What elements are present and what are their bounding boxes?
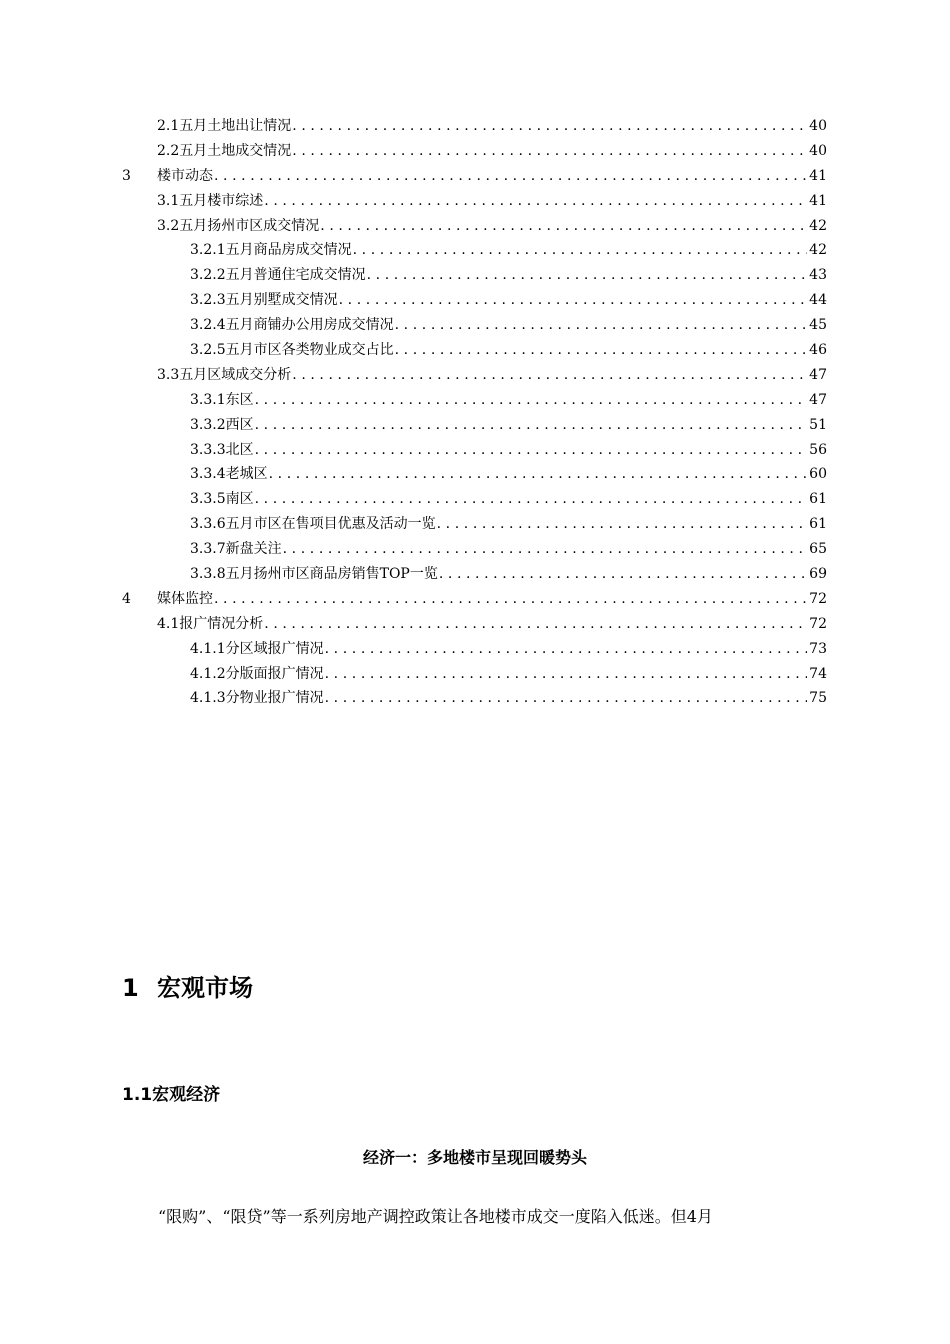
toc-entry-page: 60 (809, 466, 827, 483)
toc-entry-page: 43 (809, 267, 827, 284)
toc-leader (283, 537, 808, 562)
toc-entry[interactable] (0, 487, 950, 512)
toc-entry-page: 72 (809, 615, 827, 632)
toc-entry-page: 61 (809, 491, 827, 508)
toc-entry-page: 72 (809, 590, 827, 607)
toc-entry-title: 3.3.6五月市区在售项目优惠及活动一览 (190, 516, 436, 533)
toc-entry-title: 3.3.5南区 (190, 491, 254, 508)
toc-entry[interactable] (0, 662, 950, 687)
toc-leader (292, 114, 807, 139)
toc-entry[interactable] (0, 313, 950, 338)
toc-leader (255, 413, 808, 438)
toc-entry-title: 3.3.3北区 (190, 441, 254, 458)
toc-entry-title: 2.1五月土地出让情况 (157, 118, 292, 134)
toc-entry-page: 74 (809, 665, 827, 682)
toc-entry[interactable] (0, 238, 950, 263)
toc-leader (437, 512, 808, 537)
toc-entry-title: 3.2.3五月别墅成交情况 (190, 292, 338, 309)
toc-entry[interactable] (0, 587, 950, 612)
toc-leader (367, 263, 808, 288)
toc-entry-title: 3.2.5五月市区各类物业成交占比 (190, 342, 394, 359)
table-of-contents (0, 114, 950, 711)
toc-entry-page: 51 (809, 416, 827, 433)
toc-entry-number: 3 (122, 167, 131, 184)
toc-leader (339, 288, 808, 313)
toc-entry[interactable] (0, 363, 950, 388)
toc-entry-title: 3.3.2西区 (190, 416, 254, 433)
chapter-title: 宏观市场 (157, 974, 253, 1002)
toc-leader (292, 363, 807, 388)
toc-leader (439, 562, 807, 587)
toc-entry-title: 媒体监控 (157, 590, 213, 607)
toc-entry[interactable] (0, 214, 950, 239)
article-heading: 经济一：多地楼市呈现回暖势头 (362, 1148, 587, 1167)
toc-leader (325, 662, 808, 687)
toc-entry-title: 3.2.2五月普通住宅成交情况 (190, 267, 366, 284)
toc-entry-page: 40 (809, 118, 827, 134)
toc-entry-title: 3.3.8五月扬州市区商品房销售TOP一览 (190, 566, 438, 583)
toc-entry[interactable] (0, 462, 950, 487)
toc-entry-page: 56 (809, 441, 827, 458)
toc-entry-title: 3.2五月扬州市区成交情况 (157, 217, 320, 234)
toc-entry[interactable] (0, 338, 950, 363)
toc-leader (320, 214, 807, 239)
toc-entry[interactable] (0, 164, 950, 189)
toc-entry-title: 4.1.1分区域报广情况 (190, 640, 324, 657)
body-paragraph: “限购”、“限贷”等一系列房地产调控政策让各地楼市成交一度陷入低迷。但4月 (158, 1207, 713, 1226)
toc-entry-number: 4 (122, 590, 131, 607)
toc-leader (255, 388, 808, 413)
toc-entry-page: 61 (809, 516, 827, 533)
toc-entry[interactable] (0, 537, 950, 562)
toc-entry[interactable] (0, 612, 950, 637)
toc-entry-title: 4.1.2分版面报广情况 (190, 665, 324, 682)
toc-entry-page: 40 (809, 142, 827, 159)
toc-leader (325, 686, 808, 711)
toc-entry-title: 3.1五月楼市综述 (157, 192, 264, 209)
toc-entry[interactable] (0, 263, 950, 288)
toc-leader (395, 313, 808, 338)
toc-entry-title: 3.3.4老城区 (190, 466, 268, 483)
toc-entry-title: 2.2五月土地成交情况 (157, 142, 292, 159)
toc-leader (214, 587, 807, 612)
toc-entry-title: 4.1.3分物业报广情况 (190, 690, 324, 707)
toc-entry[interactable] (0, 637, 950, 662)
toc-entry[interactable] (0, 438, 950, 463)
toc-entry[interactable] (0, 189, 950, 214)
chapter-number: 1 (122, 974, 139, 1002)
toc-entry-page: 47 (809, 391, 827, 408)
toc-entry-page: 47 (809, 366, 827, 383)
toc-entry[interactable] (0, 388, 950, 413)
toc-leader (269, 462, 808, 487)
toc-entry[interactable] (0, 686, 950, 711)
toc-entry-page: 69 (809, 566, 827, 583)
toc-entry[interactable] (0, 413, 950, 438)
toc-leader (325, 637, 808, 662)
toc-entry[interactable] (0, 288, 950, 313)
toc-leader (264, 612, 807, 637)
toc-entry-page: 46 (809, 342, 827, 359)
toc-entry-title: 楼市动态 (157, 167, 213, 184)
chapter-heading (122, 970, 253, 1006)
toc-leader (264, 189, 807, 214)
toc-entry-page: 45 (809, 317, 827, 334)
toc-entry-page: 65 (809, 541, 827, 558)
toc-entry-title: 3.2.4五月商铺办公用房成交情况 (190, 317, 394, 334)
toc-entry-title: 3.3.7新盘关注 (190, 541, 282, 558)
toc-leader (255, 487, 808, 512)
toc-entry-page: 42 (809, 242, 827, 259)
toc-entry-page: 44 (809, 292, 827, 309)
toc-entry-page: 41 (809, 167, 827, 184)
toc-entry[interactable] (0, 562, 950, 587)
toc-entry-title: 3.2.1五月商品房成交情况 (190, 242, 352, 259)
toc-entry-title: 3.3.1东区 (190, 391, 254, 408)
toc-leader (214, 164, 807, 189)
toc-entry-title: 4.1报广情况分析 (157, 615, 264, 632)
toc-leader (292, 139, 807, 164)
toc-entry[interactable] (0, 139, 950, 164)
toc-entry[interactable] (0, 512, 950, 537)
toc-leader (353, 238, 808, 263)
toc-leader (255, 438, 808, 463)
toc-entry[interactable] (0, 114, 950, 139)
toc-entry-page: 73 (809, 640, 827, 657)
toc-leader (395, 338, 808, 363)
toc-entry-title: 3.3五月区域成交分析 (157, 366, 292, 383)
section-heading: 1.1宏观经济 (122, 1085, 221, 1105)
toc-entry-page: 41 (809, 192, 827, 209)
toc-entry-page: 42 (809, 217, 827, 234)
toc-entry-page: 75 (809, 690, 827, 707)
